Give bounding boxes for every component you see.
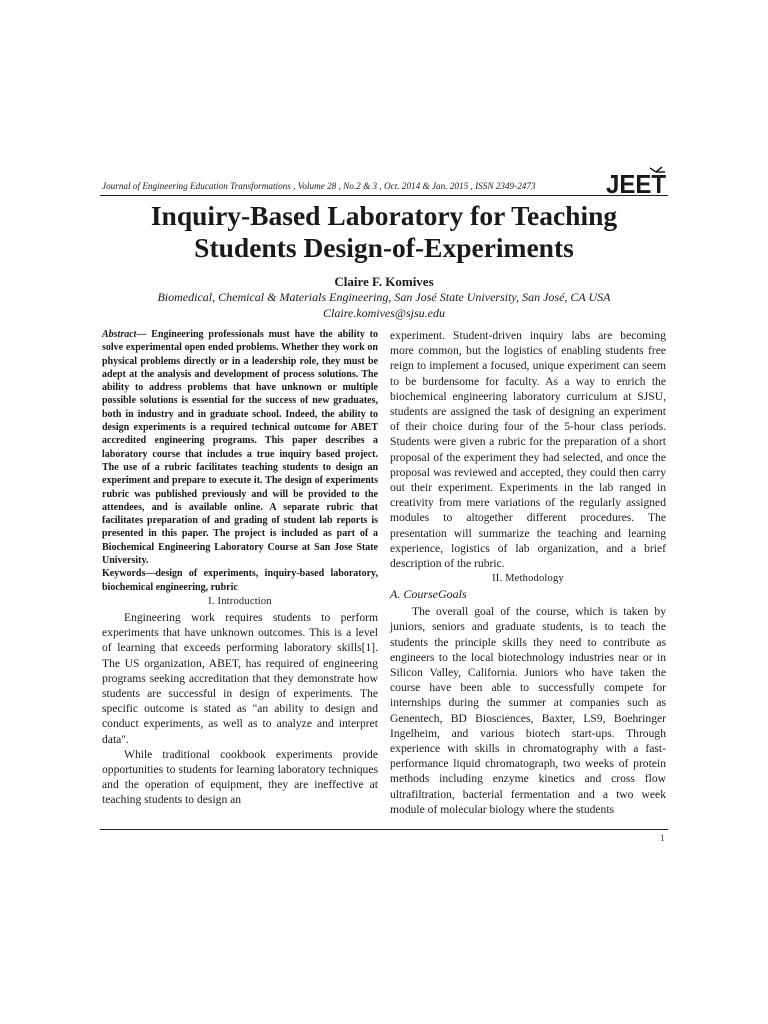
abstract-label: Abstract— xyxy=(102,329,147,340)
abstract xyxy=(102,328,378,567)
footer-rule xyxy=(100,829,668,830)
subsection-heading-course-goals: A. CourseGoals xyxy=(390,587,467,602)
logo-text: JEET xyxy=(606,169,667,196)
author-affiliation: Biomedical, Chemical & Materials Engineering, San José State University, San José, CA USA xyxy=(157,290,611,304)
section-heading-introduction: I. Introduction xyxy=(208,595,272,607)
left-column xyxy=(102,328,378,808)
intro-paragraph-1: Engineering work requires students to perform experiments that have unknown outcomes. This is a level of learning that exceeds performing laboratory skills[1]. The US organization, ABET, has required of engineering programs seeking accreditation that they demonstrate how students are successful in design of experiments. The specific outcome is stated as "an ability to design and conduct experiments, as well as to analyze and interpret data". xyxy=(102,610,378,746)
author-name: Claire F. Komives xyxy=(334,274,434,289)
jeet-logo xyxy=(604,166,670,196)
paper-title: Inquiry-Based Laboratory for Teaching Students Design-of-Experiments xyxy=(150,200,618,263)
page-number: 1 xyxy=(660,833,665,843)
keywords: Keywords—design of experiments, inquiry-based laboratory, biochemical engineering, rubric xyxy=(102,568,378,593)
journal-citation: Journal of Engineering Education Transformations , Volume 28 , No.2 & 3 , Oct. 2014 & Jan. 2015 , ISSN 2349-2473 xyxy=(102,181,536,191)
methodology-paragraph: The overall goal of the course, which is taken by juniors, seniors and graduate students, is to teach the students the principle skills they need to contribute as engineers to the local biotechnology industries near or in Silicon Valley, California. Juniors who have taken the course have been able to successfully compete for internships during the summer at companies such as Genentech, BD Biosciences, Baxter, LS9, Boehringer Ingelheim, and various biotech start-ups. Through experience with skills in chromatography with a fast-performance liquid chromatograph, two weeks of protein methods including enzyme kinetics and cross flow ultrafiltration, bacterial fermentation and a two week module of molecular biology where the students xyxy=(390,605,666,816)
right-column xyxy=(390,328,666,817)
intro-paragraph-continued: experiment. Student-driven inquiry labs are becoming more common, but the logistics of enabling students free reign to implement a focused, unique experiment can seem to be burdensome for faculty. As a way to enrich the biochemical engineering laboratory curriculum at SJSU, students are assigned the task of designing an experiment of their choice during four of the 5-hour class periods. Students were given a rubric for the preparation of a short proposal of the experiment they had selected, and once the proposal was reviewed and accepted, they could then carry out their experiment. Experiments in the lab ranged in creativity from mere variations of the regularly assigned modules to altogether different procedures. The presentation will summarize the teaching and learning experience, logistics of lab organization, and a brief description of the rubric. xyxy=(390,329,666,571)
header-rule xyxy=(100,195,668,196)
abstract-text: Engineering professionals must have the ability to solve experimental open ended problems. Whether they work on physical problems directly or in a leadership role, they must be adept at the analysis and development of process solutions. The ability to address problems that have unknown or multiple possible solutions is essential for the success of new graduates, both in industry and in graduate school. Indeed, the ability to design experiments is a required technical outcome for ABET accredited engineering programs. This paper describes a laboratory course that includes a true inquiry based project. The use of a rubric facilitates teaching students to design an experiment and prepare to execute it. The design of experiments rubric was published previously and will be provided to the attendees, and is available online. A separate rubric that facilitates preparation of and grading of student lab reports is presented in this paper. The project is included as part of a Biochemical Engineering Laboratory Course at San Jose State University. xyxy=(102,329,378,567)
author-email: Claire.komives@sjsu.edu xyxy=(323,306,445,320)
intro-paragraph-2: While traditional cookbook experiments provide opportunities to students for learning laboratory techniques and the operation of equipment, they are ineffective at teaching students to design an xyxy=(102,747,378,807)
section-heading-methodology: II. Methodology xyxy=(492,573,564,585)
